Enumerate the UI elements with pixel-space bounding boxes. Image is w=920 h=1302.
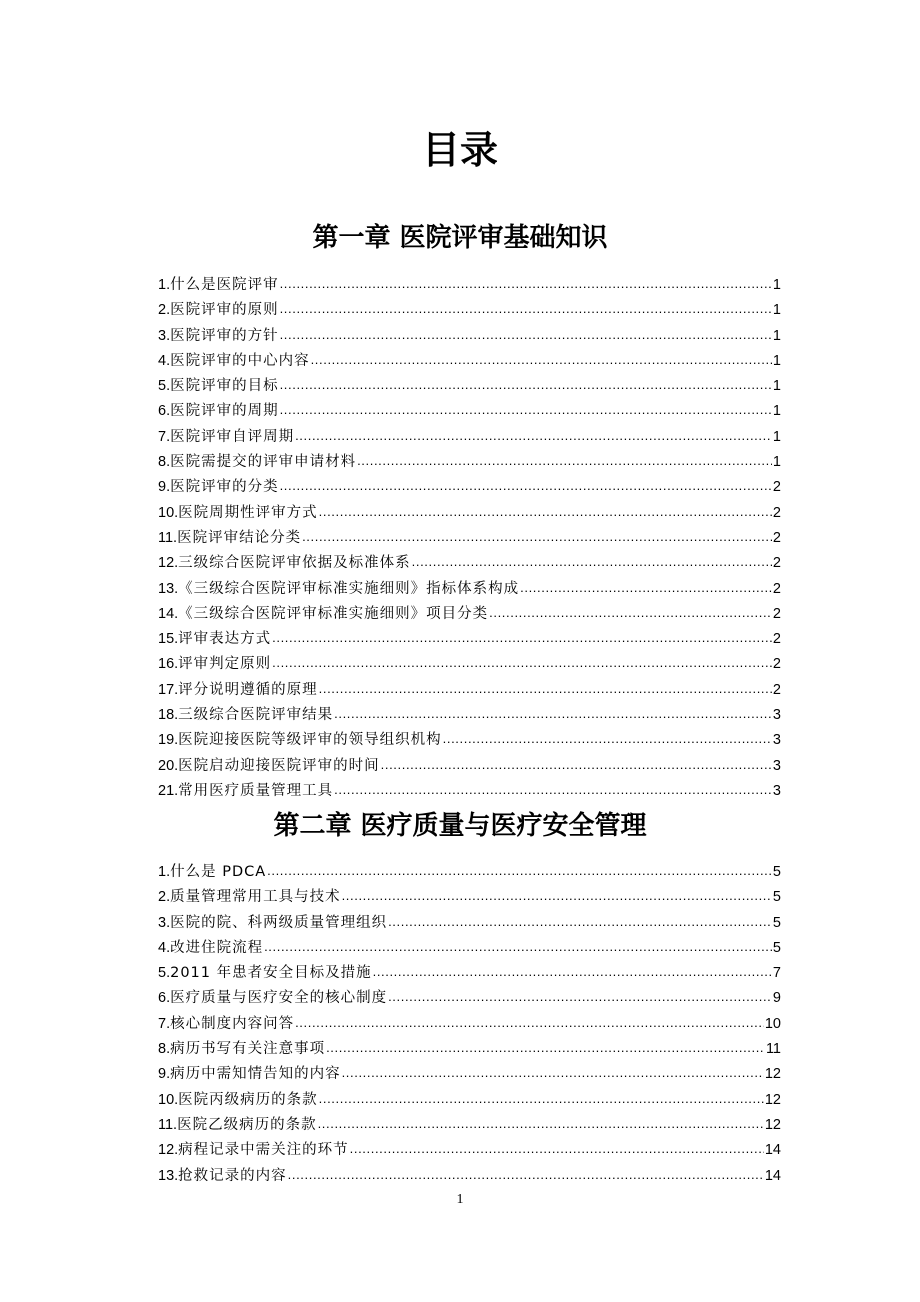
toc-entry-number: 3.	[158, 914, 171, 931]
chapter-title-2: 第二章 医疗质量与医疗安全管理	[273, 811, 647, 841]
toc-entry-page-number: 12	[764, 1091, 781, 1108]
toc-entry[interactable]	[158, 449, 781, 474]
page-title: 目录	[421, 128, 498, 172]
dot-leader	[280, 272, 772, 296]
dot-leader	[295, 424, 772, 448]
dot-leader	[350, 1137, 764, 1161]
toc-entry-number: 9.	[158, 479, 171, 496]
toc-entry-page-number: 12	[764, 1066, 781, 1083]
dot-leader	[264, 935, 772, 959]
toc-entry-title: 《三级综合医院评审标准实施细则》指标体系构成	[178, 580, 520, 597]
toc-entry-title: 三级综合医院评审结果	[178, 707, 334, 724]
toc-entry-number: 18.	[158, 707, 179, 724]
page-number: 1	[456, 1192, 464, 1207]
toc-entry-number: 20.	[158, 757, 179, 774]
dot-leader	[342, 884, 772, 908]
toc-entry-number: 11.	[158, 1116, 178, 1133]
toc-entry-page-number: 3	[772, 707, 781, 724]
toc-entry-title: 评分说明遵循的原理	[178, 681, 318, 698]
toc-entry-page-number: 11	[765, 1041, 781, 1058]
toc-entry-title: 《三级综合医院评审标准实施细则》项目分类	[178, 605, 489, 622]
toc-entry-number: 1.	[158, 277, 171, 293]
toc-entry[interactable]	[158, 626, 781, 651]
toc-entry-page-number: 5	[772, 864, 781, 880]
toc-entry[interactable]	[158, 550, 781, 575]
toc-entry-title: 医疗质量与医疗安全的核心制度	[170, 990, 388, 1007]
toc-entry[interactable]	[158, 651, 781, 676]
toc-entry[interactable]	[158, 1163, 781, 1188]
toc-entry-title: 病程记录中需关注的环节	[178, 1142, 349, 1159]
toc-entry-number: 6.	[158, 403, 171, 420]
dot-leader	[412, 550, 772, 574]
toc-entry-page-number: 2	[772, 555, 781, 572]
dot-leader	[334, 778, 772, 802]
toc-entry[interactable]	[158, 323, 781, 348]
dot-leader	[357, 449, 772, 473]
dot-leader	[318, 1112, 764, 1136]
toc-entry-number: 17.	[158, 681, 179, 698]
toc-entry[interactable]	[158, 398, 781, 423]
toc-entry[interactable]	[158, 702, 781, 727]
toc-entry-title: 三级综合医院评审依据及标准体系	[178, 555, 411, 572]
toc-entry-title: 病历中需知情告知的内容	[170, 1066, 341, 1083]
toc-entry-number: 8.	[158, 454, 171, 471]
dot-leader	[280, 474, 772, 498]
toc-entry-page-number: 14	[764, 1167, 781, 1184]
toc-entry-number: 12.	[158, 555, 179, 572]
toc-entry-number: 13.	[158, 1167, 179, 1184]
toc-entry-page-number: 7	[772, 965, 781, 982]
toc-entry-number: 9.	[158, 1066, 171, 1083]
toc-entry-page-number: 2	[772, 681, 781, 698]
dot-leader	[267, 859, 772, 883]
toc-entry-page-number: 1	[772, 327, 781, 344]
toc-entry-number: 11.	[158, 529, 178, 546]
dot-leader	[280, 373, 772, 397]
dot-leader	[520, 576, 772, 600]
toc-entry-number: 2.	[158, 302, 171, 319]
toc-entry-page-number: 1	[772, 302, 781, 319]
toc-entry-page-number: 14	[764, 1142, 781, 1159]
toc-entry-number: 21.	[158, 782, 179, 799]
toc-entry-title: 医院评审自评周期	[170, 428, 295, 445]
toc-list-chapter-2	[158, 859, 781, 1188]
toc-entry-number: 8.	[158, 1041, 171, 1058]
toc-entry-page-number: 2	[772, 479, 781, 496]
toc-entry-title: 医院评审的目标	[170, 378, 279, 395]
toc-entry-title: 医院评审的分类	[170, 479, 279, 496]
toc-entry-title: 什么是 PDCA	[170, 864, 267, 880]
toc-entry[interactable]	[158, 1061, 781, 1086]
toc-entry-number: 6.	[158, 990, 171, 1007]
toc-entry-number: 7.	[158, 428, 171, 445]
toc-entry[interactable]	[158, 753, 781, 778]
toc-entry[interactable]	[158, 778, 781, 803]
toc-entry-number: 16.	[158, 656, 179, 673]
dot-leader	[381, 753, 772, 777]
toc-entry-title: 改进住院流程	[170, 939, 264, 956]
toc-entry[interactable]	[158, 297, 781, 322]
toc-entry-page-number: 1	[772, 454, 781, 471]
dot-leader	[272, 651, 772, 675]
dot-leader	[373, 960, 772, 984]
toc-entry-number: 7.	[158, 1015, 171, 1032]
toc-entry[interactable]	[158, 601, 781, 626]
toc-entry[interactable]	[158, 1087, 781, 1112]
dot-leader	[319, 1087, 764, 1111]
toc-entry-title: 什么是医院评审	[170, 277, 279, 293]
dot-leader	[272, 626, 772, 650]
toc-entry[interactable]	[158, 373, 781, 398]
toc-entry[interactable]	[158, 910, 781, 935]
toc-entry-page-number: 10	[764, 1015, 781, 1032]
toc-entry[interactable]	[158, 474, 781, 499]
toc-entry-page-number: 3	[772, 757, 781, 774]
toc-entry-number: 4.	[158, 939, 171, 956]
toc-entry[interactable]	[158, 576, 781, 601]
toc-entry-page-number: 9	[772, 990, 781, 1007]
toc-entry-page-number: 5	[772, 914, 781, 931]
toc-entry-number: 5.	[158, 965, 171, 982]
toc-entry-title: 医院评审的周期	[170, 403, 279, 420]
toc-list-chapter-1	[158, 272, 781, 803]
toc-entry-title: 医院需提交的评审申请材料	[170, 454, 357, 471]
toc-entry-page-number: 2	[772, 605, 781, 622]
dot-leader	[302, 525, 772, 549]
toc-entry-number: 10.	[158, 504, 179, 521]
toc-entry-title: 评审表达方式	[178, 631, 272, 648]
toc-entry[interactable]	[158, 1036, 781, 1061]
toc-entry-number: 3.	[158, 327, 171, 344]
dot-leader	[288, 1163, 764, 1187]
dot-leader	[311, 348, 772, 372]
toc-entry-title: 常用医疗质量管理工具	[178, 782, 334, 799]
toc-entry-page-number: 12	[764, 1116, 781, 1133]
toc-entry-page-number: 1	[772, 403, 781, 420]
toc-entry[interactable]	[158, 1011, 781, 1036]
toc-entry-title: 病历书写有关注意事项	[170, 1041, 326, 1058]
toc-entry-title: 2011 年患者安全目标及措施	[170, 965, 372, 982]
toc-entry-number: 15.	[158, 631, 179, 648]
toc-entry[interactable]	[158, 859, 781, 884]
toc-entry-number: 1.	[158, 864, 171, 880]
dot-leader	[388, 910, 772, 934]
dot-leader	[319, 500, 772, 524]
toc-entry-page-number: 3	[772, 732, 781, 749]
toc-entry-number: 5.	[158, 378, 171, 395]
dot-leader	[334, 702, 772, 726]
toc-entry-title: 质量管理常用工具与技术	[170, 889, 341, 906]
toc-entry-page-number: 1	[772, 428, 781, 445]
toc-entry-number: 14.	[158, 605, 179, 622]
dot-leader	[280, 297, 772, 321]
toc-entry[interactable]	[158, 935, 781, 960]
toc-entry-title: 医院乙级病历的条款	[177, 1116, 317, 1133]
toc-entry[interactable]	[158, 677, 781, 702]
dot-leader	[280, 398, 772, 422]
toc-entry-title: 医院的院、科两级质量管理组织	[170, 914, 388, 931]
dot-leader	[319, 677, 772, 701]
toc-entry-number: 2.	[158, 889, 171, 906]
toc-entry[interactable]	[158, 424, 781, 449]
dot-leader	[443, 727, 772, 751]
toc-entry-number: 4.	[158, 352, 171, 369]
toc-entry-number: 19.	[158, 732, 179, 749]
toc-entry[interactable]	[158, 960, 781, 985]
toc-entry[interactable]	[158, 1112, 781, 1137]
toc-entry-title: 医院丙级病历的条款	[178, 1091, 318, 1108]
dot-leader	[280, 323, 772, 347]
toc-entry-title: 医院启动迎接医院评审的时间	[178, 757, 380, 774]
toc-entry[interactable]	[158, 1137, 781, 1162]
toc-entry[interactable]	[158, 348, 781, 373]
toc-entry-page-number: 1	[772, 378, 781, 395]
toc-entry-title: 核心制度内容问答	[170, 1015, 295, 1032]
toc-entry-page-number: 2	[772, 656, 781, 673]
toc-entry-number: 13.	[158, 580, 179, 597]
toc-entry-title: 医院评审的方针	[170, 327, 279, 344]
chapter-title-1: 第一章 医院评审基础知识	[312, 223, 608, 253]
toc-entry[interactable]	[158, 985, 781, 1010]
toc-entry-page-number: 5	[772, 939, 781, 956]
dot-leader	[342, 1061, 764, 1085]
toc-entry[interactable]	[158, 525, 781, 550]
toc-entry-title: 评审判定原则	[178, 656, 272, 673]
toc-entry[interactable]	[158, 727, 781, 752]
toc-entry-title: 医院评审结论分类	[177, 529, 302, 546]
toc-entry[interactable]	[158, 272, 781, 297]
dot-leader	[388, 985, 772, 1009]
toc-entry-title: 医院评审的中心内容	[170, 352, 310, 369]
toc-entry-page-number: 1	[772, 352, 781, 369]
toc-entry-page-number: 2	[772, 631, 781, 648]
toc-entry-title: 抢救记录的内容	[178, 1167, 287, 1184]
dot-leader	[326, 1036, 765, 1060]
toc-entry-page-number: 1	[772, 277, 781, 293]
toc-entry-page-number: 2	[772, 580, 781, 597]
toc-entry-page-number: 5	[772, 889, 781, 906]
toc-entry[interactable]	[158, 884, 781, 909]
toc-entry-page-number: 3	[772, 782, 781, 799]
toc-entry-title: 医院评审的原则	[170, 302, 279, 319]
toc-entry-number: 10.	[158, 1091, 179, 1108]
dot-leader	[489, 601, 772, 625]
toc-entry-page-number: 2	[772, 529, 781, 546]
toc-entry-title: 医院周期性评审方式	[178, 504, 318, 521]
toc-entry-page-number: 2	[772, 504, 781, 521]
toc-entry-title: 医院迎接医院等级评审的领导组织机构	[178, 732, 442, 749]
dot-leader	[295, 1011, 764, 1035]
toc-entry-number: 12.	[158, 1142, 179, 1159]
toc-entry[interactable]	[158, 500, 781, 525]
